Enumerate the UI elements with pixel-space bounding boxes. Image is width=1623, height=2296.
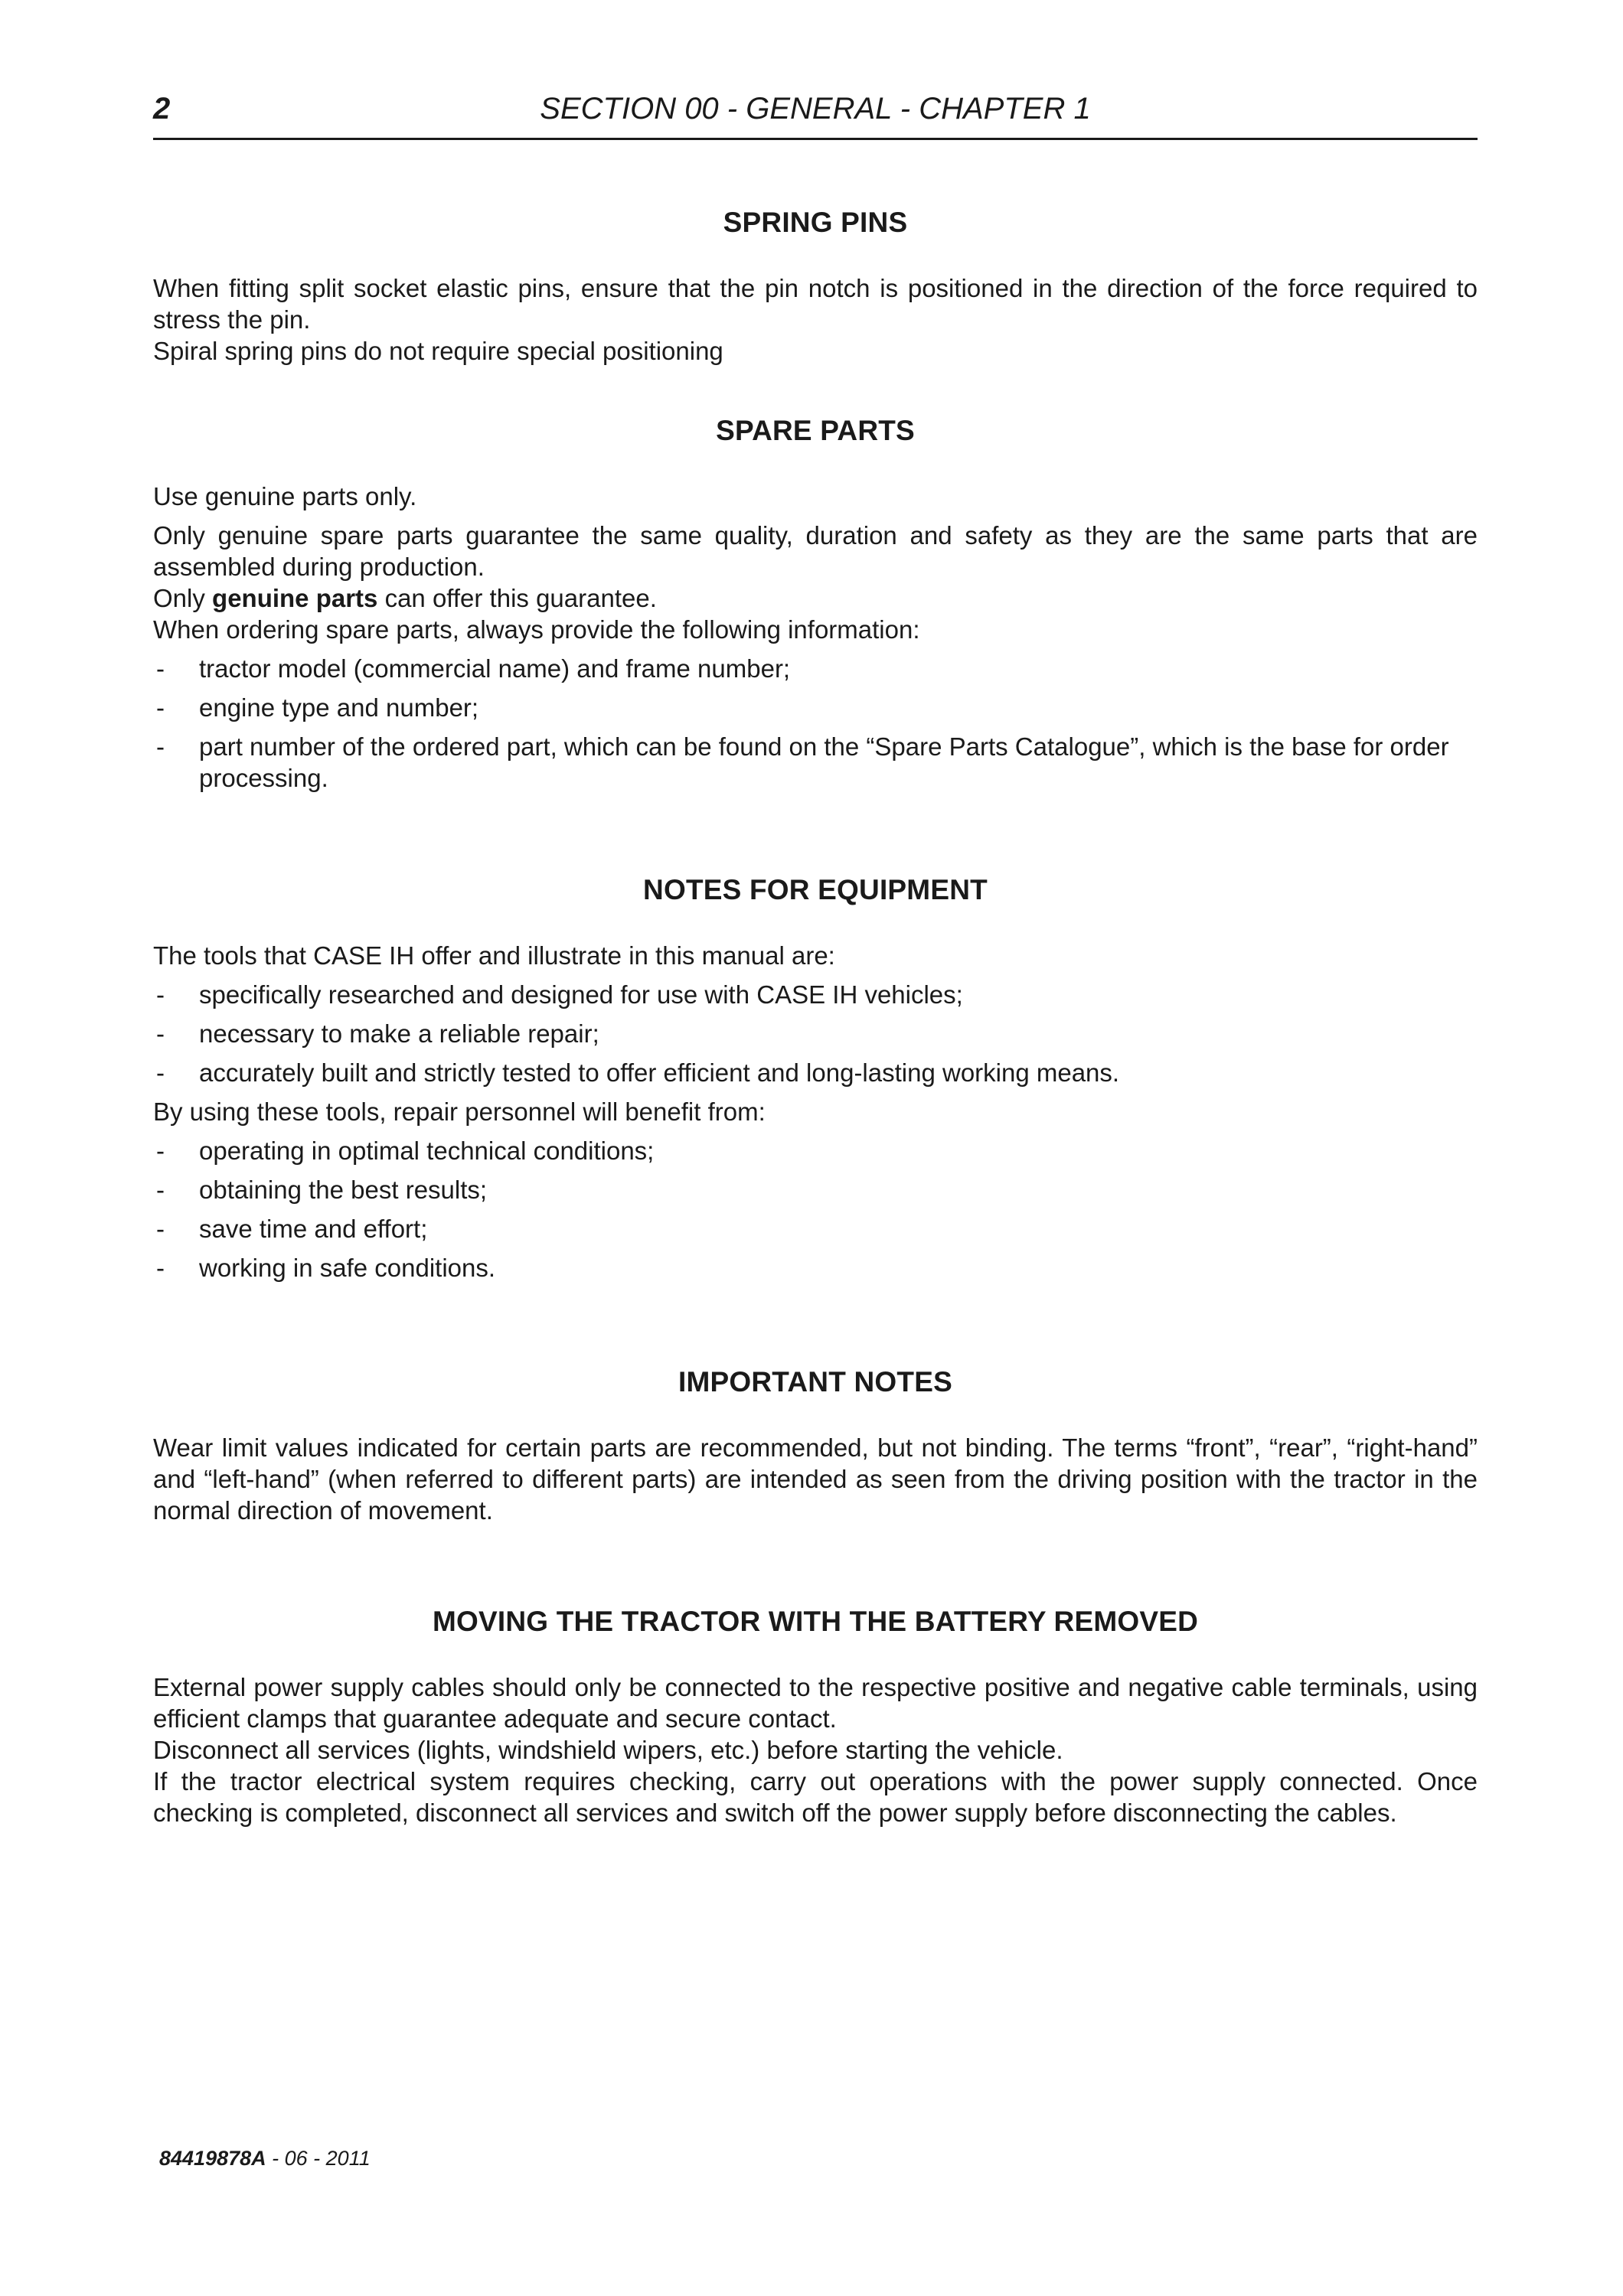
document-date: - 06 - 2011 (266, 2147, 371, 2170)
paragraph: External power supply cables should only be connected to the respective positive and negative cable terminals, using efficient clamps that guarantee adequate and secure contact. (153, 1673, 1478, 1733)
paragraph: Spiral spring pins do not require special positioning (153, 337, 723, 365)
section-notes-for-equipment (153, 874, 1478, 1291)
list-item: - tractor model (commercial name) and frame number; (156, 654, 791, 683)
document-code: 84419878A (159, 2147, 266, 2170)
paragraph: Wear limit values indicated for certain parts are recommended, but not binding. The terms “front”, “rear”, “right-hand” and “left-hand” (when referred to different parts) are intended as seen from the driving position with the tractor in the normal direction of movement. (153, 1433, 1478, 1525)
paragraph: By using these tools, repair personnel will benefit from: (153, 1097, 766, 1126)
list-item: - necessary to make a reliable repair; (156, 1019, 599, 1048)
section-title: NOTES FOR EQUIPMENT (643, 874, 988, 905)
section-title: IMPORTANT NOTES (678, 1366, 952, 1397)
bullet-list (153, 979, 1478, 1088)
paragraph: Use genuine parts only. (153, 482, 417, 510)
paragraph: When fitting split socket elastic pins, ensure that the pin notch is positioned in the direction of the force required to stress the pin. (153, 274, 1478, 334)
paragraph: The tools that CASE IH offer and illustrate in this manual are: (153, 941, 835, 970)
page-footer (159, 2147, 371, 2170)
section-important-notes (153, 1366, 1478, 1534)
section-title: SPARE PARTS (716, 415, 915, 446)
section-spring-pins (153, 207, 1478, 374)
list-item: - accurately built and strictly tested to offer efficient and long-lasting working means. (156, 1058, 1120, 1087)
page-number: 2 (153, 92, 171, 126)
header-title: SECTION 00 - GENERAL - CHAPTER 1 (540, 92, 1091, 126)
list-item: - save time and effort; (156, 1215, 428, 1243)
list-item: - working in safe conditions. (156, 1254, 496, 1282)
bullet-list (153, 653, 1478, 794)
bullet-list (153, 1135, 1478, 1283)
manual-page (153, 77, 1478, 2265)
emphasis-genuine-parts: genuine parts (212, 584, 378, 612)
section-moving-tractor (153, 1606, 1478, 1836)
list-item: - operating in optimal technical conditions; (156, 1137, 655, 1165)
section-spare-parts (153, 415, 1478, 801)
list-item: - obtaining the best results; (156, 1176, 488, 1204)
page-header (153, 77, 1478, 140)
list-item: - specifically researched and designed for use with CASE IH vehicles; (156, 980, 963, 1009)
paragraph-genuine-parts: Only genuine parts can offer this guarantee. (153, 584, 657, 612)
paragraph: Disconnect all services (lights, windshield wipers, etc.) before starting the vehicle. (153, 1736, 1063, 1764)
list-item: - part number of the ordered part, which can be found on the “Spare Parts Catalogue”, which is the base for order processing. (156, 732, 1449, 792)
section-title: SPRING PINS (723, 207, 908, 238)
paragraph: When ordering spare parts, always provide the following information: (153, 615, 920, 644)
section-title: MOVING THE TRACTOR WITH THE BATTERY REMOVED (432, 1606, 1199, 1637)
paragraph: If the tractor electrical system requires checking, carry out operations with the power supply connected. Once checking is completed, disconnect all services and switch off the power supply before disconnecting the cables. (153, 1767, 1478, 1827)
paragraph: Only genuine spare parts guarantee the same quality, duration and safety as they are the same parts that are assembled during production. (153, 521, 1478, 581)
list-item: - engine type and number; (156, 693, 479, 722)
